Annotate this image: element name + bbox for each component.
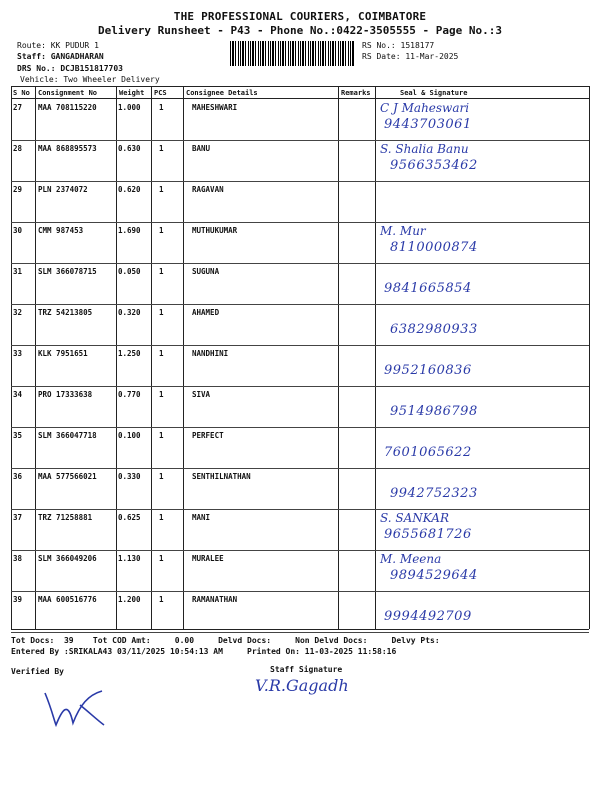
- row-sno: 27: [13, 103, 23, 112]
- row-pcs: 1: [159, 431, 164, 440]
- signature-phone: 9514986798: [390, 404, 478, 419]
- row-pcs: 1: [159, 267, 164, 276]
- row-weight: 0.770: [118, 390, 141, 399]
- col-pcs: PCS: [154, 89, 167, 97]
- row-weight: 1.250: [118, 349, 141, 358]
- row-consignee-name: NANDHINI: [192, 349, 229, 358]
- handwritten-signature: [380, 181, 590, 221]
- row-sno: 31: [13, 267, 23, 276]
- row-consignee-name: PERFECT: [192, 431, 224, 440]
- col-weight: Weight: [119, 89, 145, 97]
- signature-phone: 7601065622: [384, 445, 472, 460]
- row-consignment-no: CMM 987453: [38, 226, 84, 235]
- route-label: Route: KK PUDUR 1: [17, 41, 99, 50]
- row-sno: 33: [13, 349, 23, 358]
- row-weight: 0.100: [118, 431, 141, 440]
- row-sno: 36: [13, 472, 23, 481]
- rs-date: RS Date: 11-Mar-2025: [362, 52, 459, 61]
- handwritten-signature: [380, 550, 590, 590]
- row-consignee-name: SIVA: [192, 390, 211, 399]
- barcode: [230, 41, 355, 66]
- row-pcs: 1: [159, 554, 164, 563]
- signature-name: S. Shalia Banu: [380, 142, 469, 156]
- row-consignee-name: SENTHILNATHAN: [192, 472, 251, 481]
- drs-label: DRS No.:: [17, 64, 56, 73]
- totals-line: Tot Docs: 39 Tot COD Amt: 0.00 Delvd Docs: Non Delvd Docs: Delvy Pts:: [11, 636, 440, 645]
- signature-phone: 9443703061: [384, 117, 472, 132]
- col-consignee: Consignee Details: [186, 89, 258, 97]
- row-pcs: 1: [159, 513, 164, 522]
- row-weight: 0.320: [118, 308, 141, 317]
- row-sno: 35: [13, 431, 23, 440]
- signature-phone: 9994492709: [384, 609, 472, 624]
- row-weight: 1.130: [118, 554, 141, 563]
- row-sno: 38: [13, 554, 23, 563]
- row-sno: 39: [13, 595, 23, 604]
- row-consignment-no: PRO 17333638: [38, 390, 93, 399]
- row-pcs: 1: [159, 185, 164, 194]
- company-title: THE PROFESSIONAL COURIERS, COIMBATORE: [173, 10, 427, 23]
- row-pcs: 1: [159, 103, 164, 112]
- verified-signature: [40, 685, 110, 730]
- row-consignee-name: MURALEE: [192, 554, 224, 563]
- handwritten-signature: [380, 140, 590, 180]
- signature-phone: 9942752323: [390, 486, 478, 501]
- row-consignee-name: SUGUNA: [192, 267, 220, 276]
- row-consignment-no: KLK 7951651: [38, 349, 88, 358]
- row-pcs: 1: [159, 472, 164, 481]
- col-signature: Seal & Signature: [400, 89, 468, 97]
- row-consignee-name: RAGAVAN: [192, 185, 224, 194]
- handwritten-signature: [380, 509, 590, 549]
- staff-signature: V.R.Gagadh: [255, 676, 349, 695]
- row-consignment-no: PLN 2374072: [38, 185, 88, 194]
- row-sno: 32: [13, 308, 23, 317]
- row-pcs: 1: [159, 308, 164, 317]
- row-consignment-no: MAA 600516776: [38, 595, 97, 604]
- row-consignment-no: TRZ 71258881: [38, 513, 93, 522]
- staff-signature-label: Staff Signature: [270, 665, 343, 674]
- row-sno: 37: [13, 513, 23, 522]
- row-weight: 1.690: [118, 226, 141, 235]
- row-consignee-name: MAHESHWARI: [192, 103, 238, 112]
- handwritten-signature: [380, 591, 590, 631]
- row-sno: 34: [13, 390, 23, 399]
- handwritten-signature: [380, 263, 590, 303]
- handwritten-signature: [380, 427, 590, 467]
- handwritten-signature: [380, 468, 590, 508]
- row-consignment-no: SLM 366047718: [38, 431, 97, 440]
- row-sno: 29: [13, 185, 23, 194]
- row-pcs: 1: [159, 226, 164, 235]
- row-consignment-no: SLM 366078715: [38, 267, 97, 276]
- row-consignee-name: MUTHUKUMAR: [192, 226, 238, 235]
- handwritten-signature: [380, 386, 590, 426]
- staff-value: GANGADHARAN: [50, 52, 104, 61]
- signature-phone: 9566353462: [390, 158, 478, 173]
- col-remarks: Remarks: [341, 89, 371, 97]
- drs-line: [17, 64, 123, 73]
- signature-phone: 9952160836: [384, 363, 472, 378]
- signature-name: M. Meena: [380, 552, 442, 566]
- row-consignment-no: MAA 577566021: [38, 472, 97, 481]
- row-pcs: 1: [159, 144, 164, 153]
- row-sno: 30: [13, 226, 23, 235]
- row-weight: 0.050: [118, 267, 141, 276]
- row-consignment-no: MAA 708115220: [38, 103, 97, 112]
- row-consignee-name: BANU: [192, 144, 211, 153]
- row-consignee-name: AHAMED: [192, 308, 220, 317]
- table-top-rule: [11, 86, 589, 87]
- staff-label: Staff:: [17, 52, 46, 61]
- signature-name: S. SANKAR: [380, 511, 449, 525]
- handwritten-signature: [380, 345, 590, 385]
- row-pcs: 1: [159, 349, 164, 358]
- handwritten-signature: [380, 99, 590, 139]
- row-weight: 0.620: [118, 185, 141, 194]
- signature-phone: 9841665854: [384, 281, 472, 296]
- signature-phone: 6382980933: [390, 322, 478, 337]
- staff-line: [17, 52, 104, 61]
- vehicle-label: Vehicle: Two Wheeler Delivery: [20, 75, 160, 84]
- row-weight: 1.000: [118, 103, 141, 112]
- col-sno: S No: [13, 89, 30, 97]
- row-weight: 0.330: [118, 472, 141, 481]
- signature-name: C J Maheswari: [380, 101, 470, 115]
- signature-phone: 9655681726: [384, 527, 472, 542]
- runsheet-subtitle: Delivery Runsheet - P43 - Phone No.:0422-3505555 - Page No.:3: [98, 24, 502, 37]
- row-weight: 1.200: [118, 595, 141, 604]
- row-consignee-name: RAMANATHAN: [192, 595, 238, 604]
- signature-phone: 8110000874: [390, 240, 478, 255]
- handwritten-signature: [380, 304, 590, 344]
- row-consignment-no: MAA 868895573: [38, 144, 97, 153]
- signature-phone: 9894529644: [390, 568, 478, 583]
- row-weight: 0.630: [118, 144, 141, 153]
- handwritten-signature: [380, 222, 590, 262]
- row-pcs: 1: [159, 595, 164, 604]
- verified-label: Verified By: [11, 667, 64, 676]
- rs-no: RS No.: 1518177: [362, 41, 435, 50]
- col-consignment: Consignment No: [38, 89, 98, 97]
- drs-value: DCJB151817703: [60, 64, 123, 73]
- row-consignee-name: MANI: [192, 513, 211, 522]
- row-weight: 0.625: [118, 513, 141, 522]
- row-sno: 28: [13, 144, 23, 153]
- signature-name: M. Mur: [380, 224, 426, 238]
- row-consignment-no: TRZ 54213805: [38, 308, 93, 317]
- row-consignment-no: SLM 366049206: [38, 554, 97, 563]
- row-pcs: 1: [159, 390, 164, 399]
- entered-line: Entered By :SRIKALA43 03/11/2025 10:54:13 AM Printed On: 11-03-2025 11:58:16: [11, 647, 397, 656]
